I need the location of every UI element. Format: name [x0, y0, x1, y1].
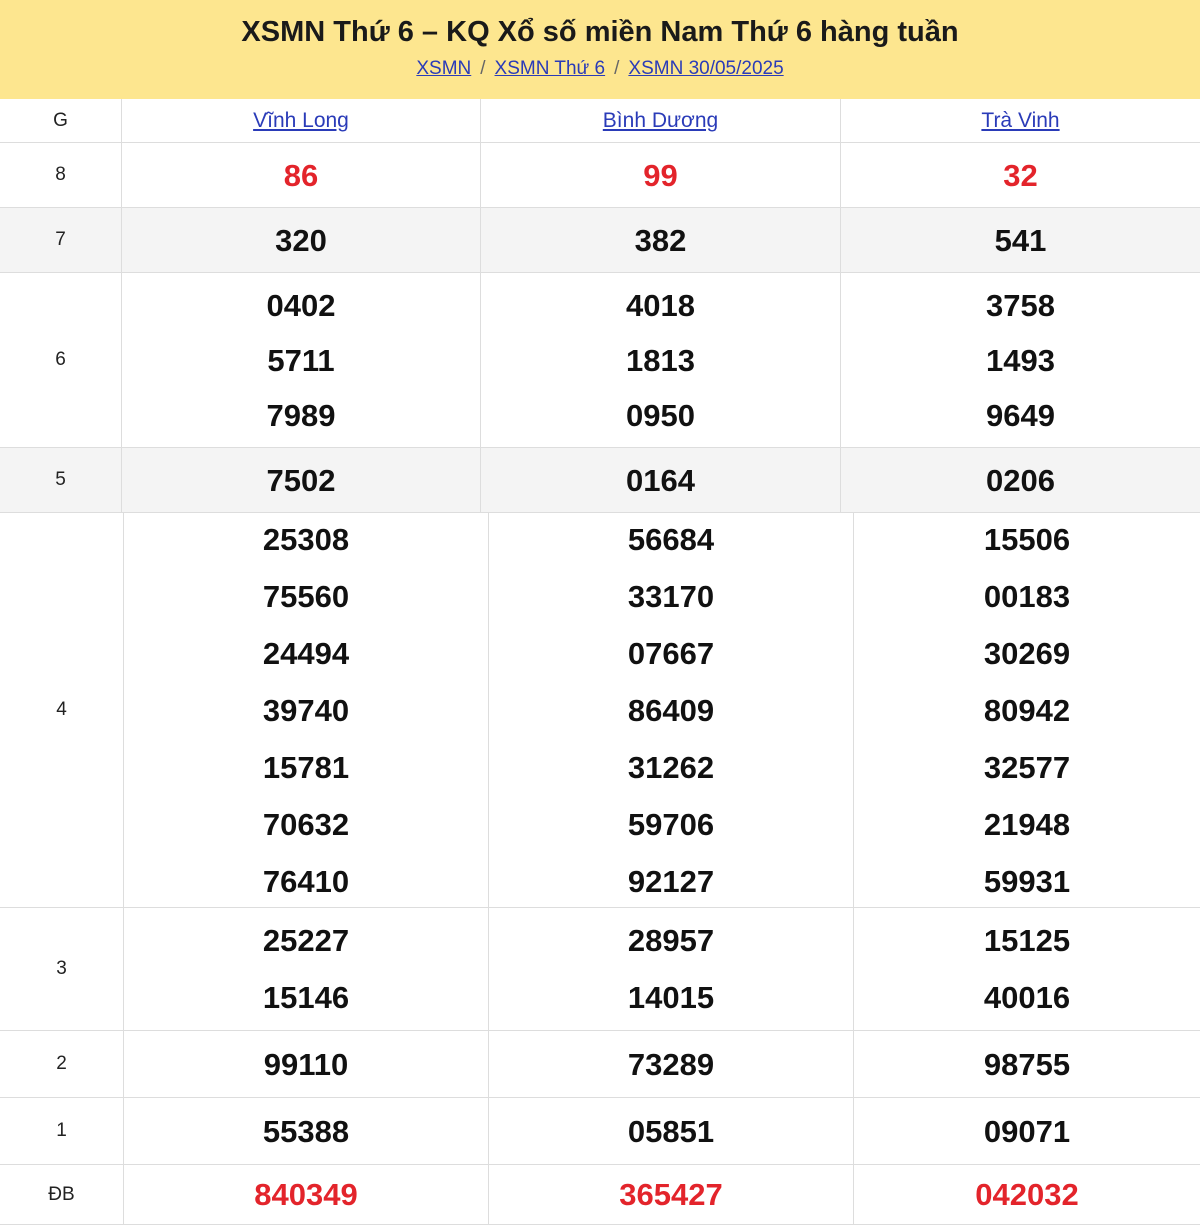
- lottery-number: 32: [1003, 157, 1038, 193]
- lottery-number: 5711: [267, 342, 335, 378]
- province-link-tra-vinh[interactable]: Trà Vinh: [981, 108, 1060, 132]
- lottery-number: 15506: [983, 521, 1071, 557]
- province-header-cell: [480, 99, 840, 142]
- prize-label: 3: [56, 958, 67, 979]
- prize-row: [0, 908, 1200, 1031]
- lottery-number: 0402: [266, 287, 336, 323]
- result-cell: [853, 1098, 1200, 1164]
- result-cell: [480, 143, 840, 207]
- prize-label: 6: [55, 349, 66, 370]
- result-cell: [488, 513, 853, 907]
- special-prize-number: 840349: [254, 1177, 358, 1212]
- lottery-number: 99110: [263, 1046, 349, 1082]
- lottery-number: 05851: [627, 1113, 715, 1149]
- province-link-binh-duong[interactable]: Bình Dương: [602, 108, 719, 132]
- lottery-number: 30269: [983, 635, 1071, 671]
- prize-row: [0, 143, 1200, 208]
- province-header-cell: [121, 99, 480, 142]
- result-cell: [840, 273, 1200, 447]
- result-cell: [840, 208, 1200, 272]
- lottery-number: 92127: [627, 863, 715, 899]
- lottery-number: 80942: [983, 692, 1071, 728]
- lottery-number: 09071: [983, 1113, 1071, 1149]
- prize-row: [0, 1098, 1200, 1165]
- page-header: [0, 0, 1200, 99]
- lottery-number: 21948: [983, 806, 1071, 842]
- province-link-vinh-long[interactable]: Vĩnh Long: [253, 108, 349, 132]
- lottery-number: 28957: [627, 923, 715, 958]
- lottery-number: 07667: [627, 635, 715, 671]
- lottery-number: 541: [994, 222, 1047, 258]
- prize-row: [0, 208, 1200, 273]
- page-title: XSMN Thứ 6 – KQ Xổ số miền Nam Thứ 6 hàng tuần: [241, 16, 959, 48]
- result-cell: [480, 273, 840, 447]
- lottery-number: 382: [634, 222, 687, 258]
- prize-label: 4: [56, 699, 67, 720]
- table-header-row: [0, 99, 1200, 143]
- prize-row: [0, 513, 1200, 908]
- result-cell: [840, 143, 1200, 207]
- lottery-number: 00183: [983, 578, 1071, 614]
- prize-label: 8: [55, 164, 66, 185]
- result-cell: [488, 908, 853, 1030]
- lottery-number: 98755: [983, 1046, 1071, 1082]
- prize-label: ĐB: [48, 1183, 75, 1205]
- province-header-cell: [840, 99, 1200, 142]
- breadcrumb-separator: /: [614, 58, 620, 79]
- lottery-number: 99: [643, 157, 678, 193]
- prize-label: 1: [56, 1120, 67, 1141]
- lottery-number: 31262: [627, 749, 715, 785]
- breadcrumb-link-xsmn-thu-6[interactable]: XSMN Thứ 6: [494, 58, 606, 79]
- result-cell: [488, 1165, 853, 1224]
- lottery-number: 59931: [983, 863, 1071, 899]
- result-cell: [123, 1098, 488, 1164]
- breadcrumb-link-xsmn-date[interactable]: XSMN 30/05/2025: [628, 58, 784, 79]
- lottery-number: 55388: [262, 1113, 350, 1149]
- result-cell: [488, 1031, 853, 1097]
- lottery-number: 0164: [626, 462, 695, 498]
- result-cell: [123, 1031, 488, 1097]
- result-cell: [123, 908, 488, 1030]
- lottery-number: 15125: [983, 923, 1071, 958]
- lottery-number: 39740: [262, 692, 350, 728]
- result-cell: [853, 1031, 1200, 1097]
- result-cell: [121, 448, 480, 512]
- result-cell: [123, 513, 488, 907]
- lottery-number: 40016: [983, 980, 1071, 1015]
- lottery-number: 70632: [262, 806, 350, 842]
- prize-row: [0, 1165, 1200, 1225]
- prize-label: 7: [55, 229, 66, 250]
- lottery-number: 73289: [627, 1046, 715, 1082]
- result-cell: [853, 1165, 1200, 1224]
- lottery-number: 75560: [262, 578, 350, 614]
- lottery-number: 7989: [266, 397, 336, 433]
- result-cell: [853, 513, 1200, 907]
- lottery-number: 76410: [262, 863, 350, 899]
- lottery-number: 14015: [627, 980, 715, 1015]
- lottery-number: 86: [283, 157, 319, 193]
- prize-label: 5: [55, 469, 66, 490]
- lottery-number: 3758: [986, 287, 1055, 323]
- result-cell: [480, 208, 840, 272]
- lottery-number: 0206: [986, 462, 1055, 498]
- prize-row: [0, 448, 1200, 513]
- g-column-header: G: [53, 109, 68, 131]
- result-cell: [121, 273, 480, 447]
- lottery-number: 0950: [626, 397, 695, 433]
- special-prize-number: 365427: [619, 1177, 723, 1212]
- breadcrumb: [0, 56, 1200, 82]
- special-prize-number: 042032: [975, 1177, 1079, 1212]
- lottery-number: 1813: [626, 342, 695, 378]
- result-cell: [480, 448, 840, 512]
- lottery-number: 25227: [262, 923, 350, 958]
- lottery-number: 25308: [262, 521, 350, 557]
- lottery-number: 320: [275, 222, 327, 258]
- breadcrumb-link-xsmn[interactable]: XSMN: [416, 58, 472, 79]
- lottery-number: 56684: [627, 521, 715, 557]
- breadcrumb-separator: /: [480, 58, 486, 79]
- lottery-number: 7502: [266, 462, 336, 498]
- result-cell: [121, 208, 480, 272]
- lottery-number: 4018: [626, 287, 695, 323]
- prize-label: 2: [56, 1053, 67, 1074]
- lottery-number: 59706: [627, 806, 715, 842]
- lottery-number: 1493: [986, 342, 1055, 378]
- lottery-number: 15781: [262, 749, 350, 785]
- prize-row: [0, 1031, 1200, 1098]
- result-cell: [121, 143, 480, 207]
- lottery-number: 9649: [986, 397, 1055, 433]
- lottery-number: 15146: [262, 980, 350, 1015]
- lottery-number: 32577: [983, 749, 1071, 785]
- result-cell: [853, 908, 1200, 1030]
- result-cell: [488, 1098, 853, 1164]
- lottery-number: 33170: [627, 578, 715, 614]
- lottery-number: 24494: [262, 635, 350, 671]
- result-cell: [123, 1165, 488, 1224]
- prize-row: [0, 273, 1200, 448]
- result-cell: [840, 448, 1200, 512]
- lottery-number: 86409: [627, 692, 715, 728]
